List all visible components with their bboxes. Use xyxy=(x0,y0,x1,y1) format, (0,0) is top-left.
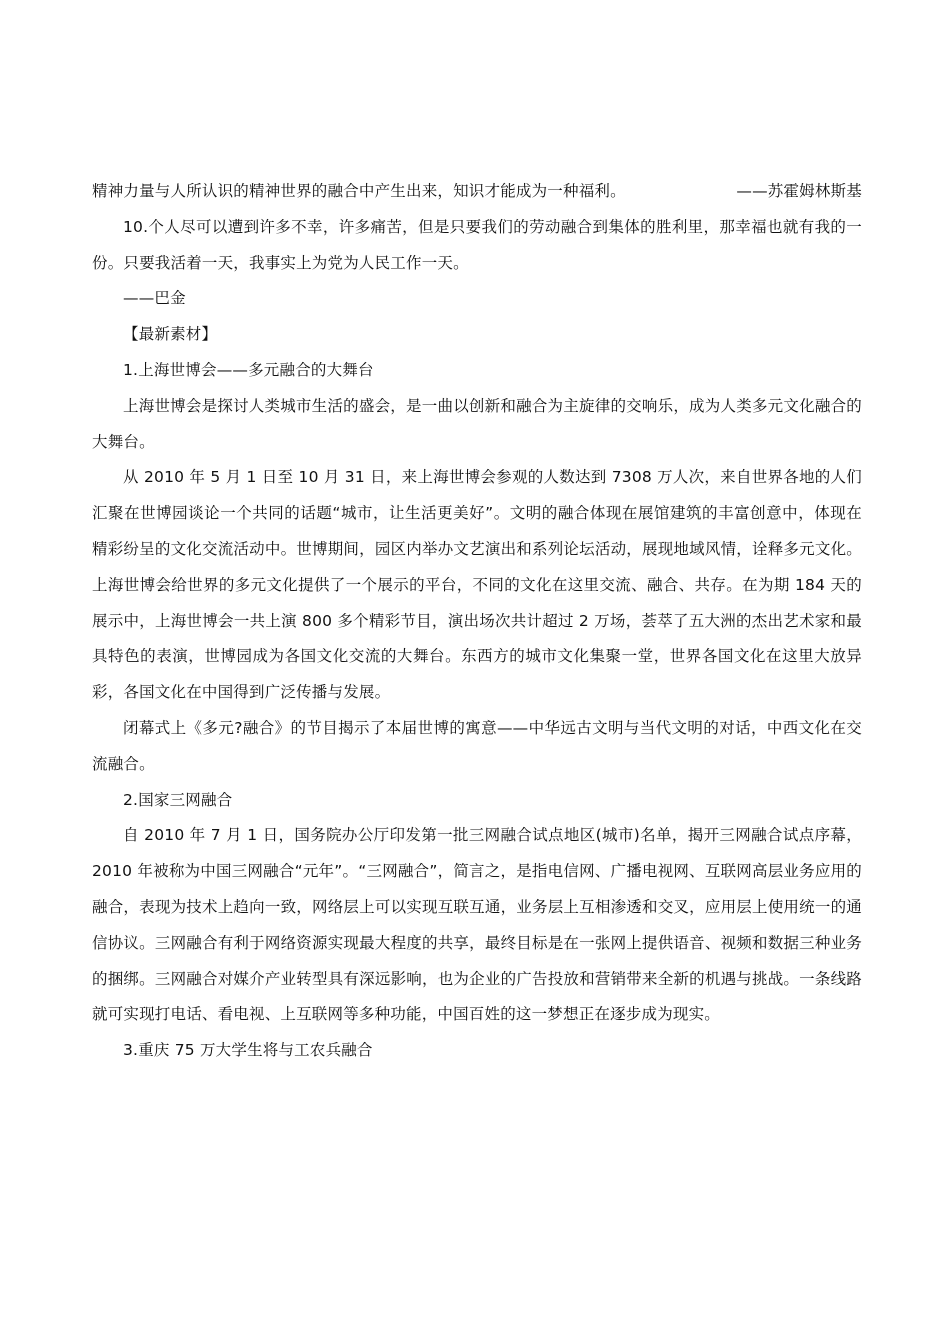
quote-9-author: ——苏霍姆林斯基 xyxy=(736,182,862,200)
item-2-title: 2.国家三网融合 xyxy=(123,790,233,809)
item-3-title: 3.重庆 75 万大学生将与工农兵融合 xyxy=(123,1041,373,1060)
section-heading: 【最新素材】 xyxy=(123,325,218,344)
item-1-paragraph-1: 上海世博会是探讨人类城市生活的盛会，是一曲以创新和融合为主旋律的交响乐，成为人类多元文化融合的大舞台。 xyxy=(92,396,862,451)
item-2-paragraph-1: 自 2010 年 7 月 1 日，国务院办公厅印发第一批三网融合试点地区(城市)名单，揭开三网融合试点序幕，2010 年被称为中国三网融合“元年”。“三网融合”，简言之，是指电信网、广播电视网、互联网高层业务应用的融合，表现为技术上趋向一致，网络层上可以实现互联互通，业务层上互相渗透和交叉，应用层上使用统一的通信协议。三网融合有利于网络资源实现最大程度的共享，最终目标是在一张网上提供语音、视频和数据三种业务的捆绑。三网融合对媒介产业转型具有深远影响，也为企业的广告投放和营销带来全新的机遇与挑战。一条线路就可实现打电话、看电视、上互联网等多种功能，中国百姓的这一梦想正在逐步成为现实。 xyxy=(92,826,862,1024)
item-1-title: 1.上海世博会——多元融合的大舞台 xyxy=(123,360,374,379)
item-1-paragraph-2: 从 2010 年 5 月 1 日至 10 月 31 日，来上海世博会参观的人数达到 7308 万人次，来自世界各地的人们汇聚在世博园谈论一个共同的话题“城市，让生活更美好”。文明的融合体现在展馆建筑的丰富创意中，体现在精彩纷呈的文化交流活动中。世博期间，园区内举办文艺演出和系列论坛活动，展现地域风情，诠释多元文化。上海世博会给世界的多元文化提供了一个展示的平台，不同的文化在这里交流、融合、共存。在为期 184 天的展示中，上海世博会一共上演 800 多个精彩节目，演出场次共计超过 2 万场，荟萃了五大洲的杰出艺术家和最具特色的表演，世博园成为各国文化交流的大舞台。东西方的城市文化集聚一堂，世界各国文化在这里大放异彩，各国文化在中国得到广泛传播与发展。 xyxy=(92,468,862,702)
document-body xyxy=(92,174,862,1069)
quote-10-author: ——巴金 xyxy=(123,289,186,308)
quote-9-continuation xyxy=(92,174,862,210)
quote-10-paragraph: 10.个人尽可以遭到许多不幸，许多痛苦，但是只要我们的劳动融合到集体的胜利里，那幸福也就有我的一份。只要我活着一天，我事实上为党为人民工作一天。 xyxy=(92,217,862,272)
quote-9-text: 精神力量与人所认识的精神世界的融合中产生出来，知识才能成为一种福利。 xyxy=(92,182,626,200)
item-1-paragraph-3: 闭幕式上《多元?融合》的节目揭示了本届世博的寓意——中华远古文明与当代文明的对话，中西文化在交流融合。 xyxy=(92,718,862,773)
